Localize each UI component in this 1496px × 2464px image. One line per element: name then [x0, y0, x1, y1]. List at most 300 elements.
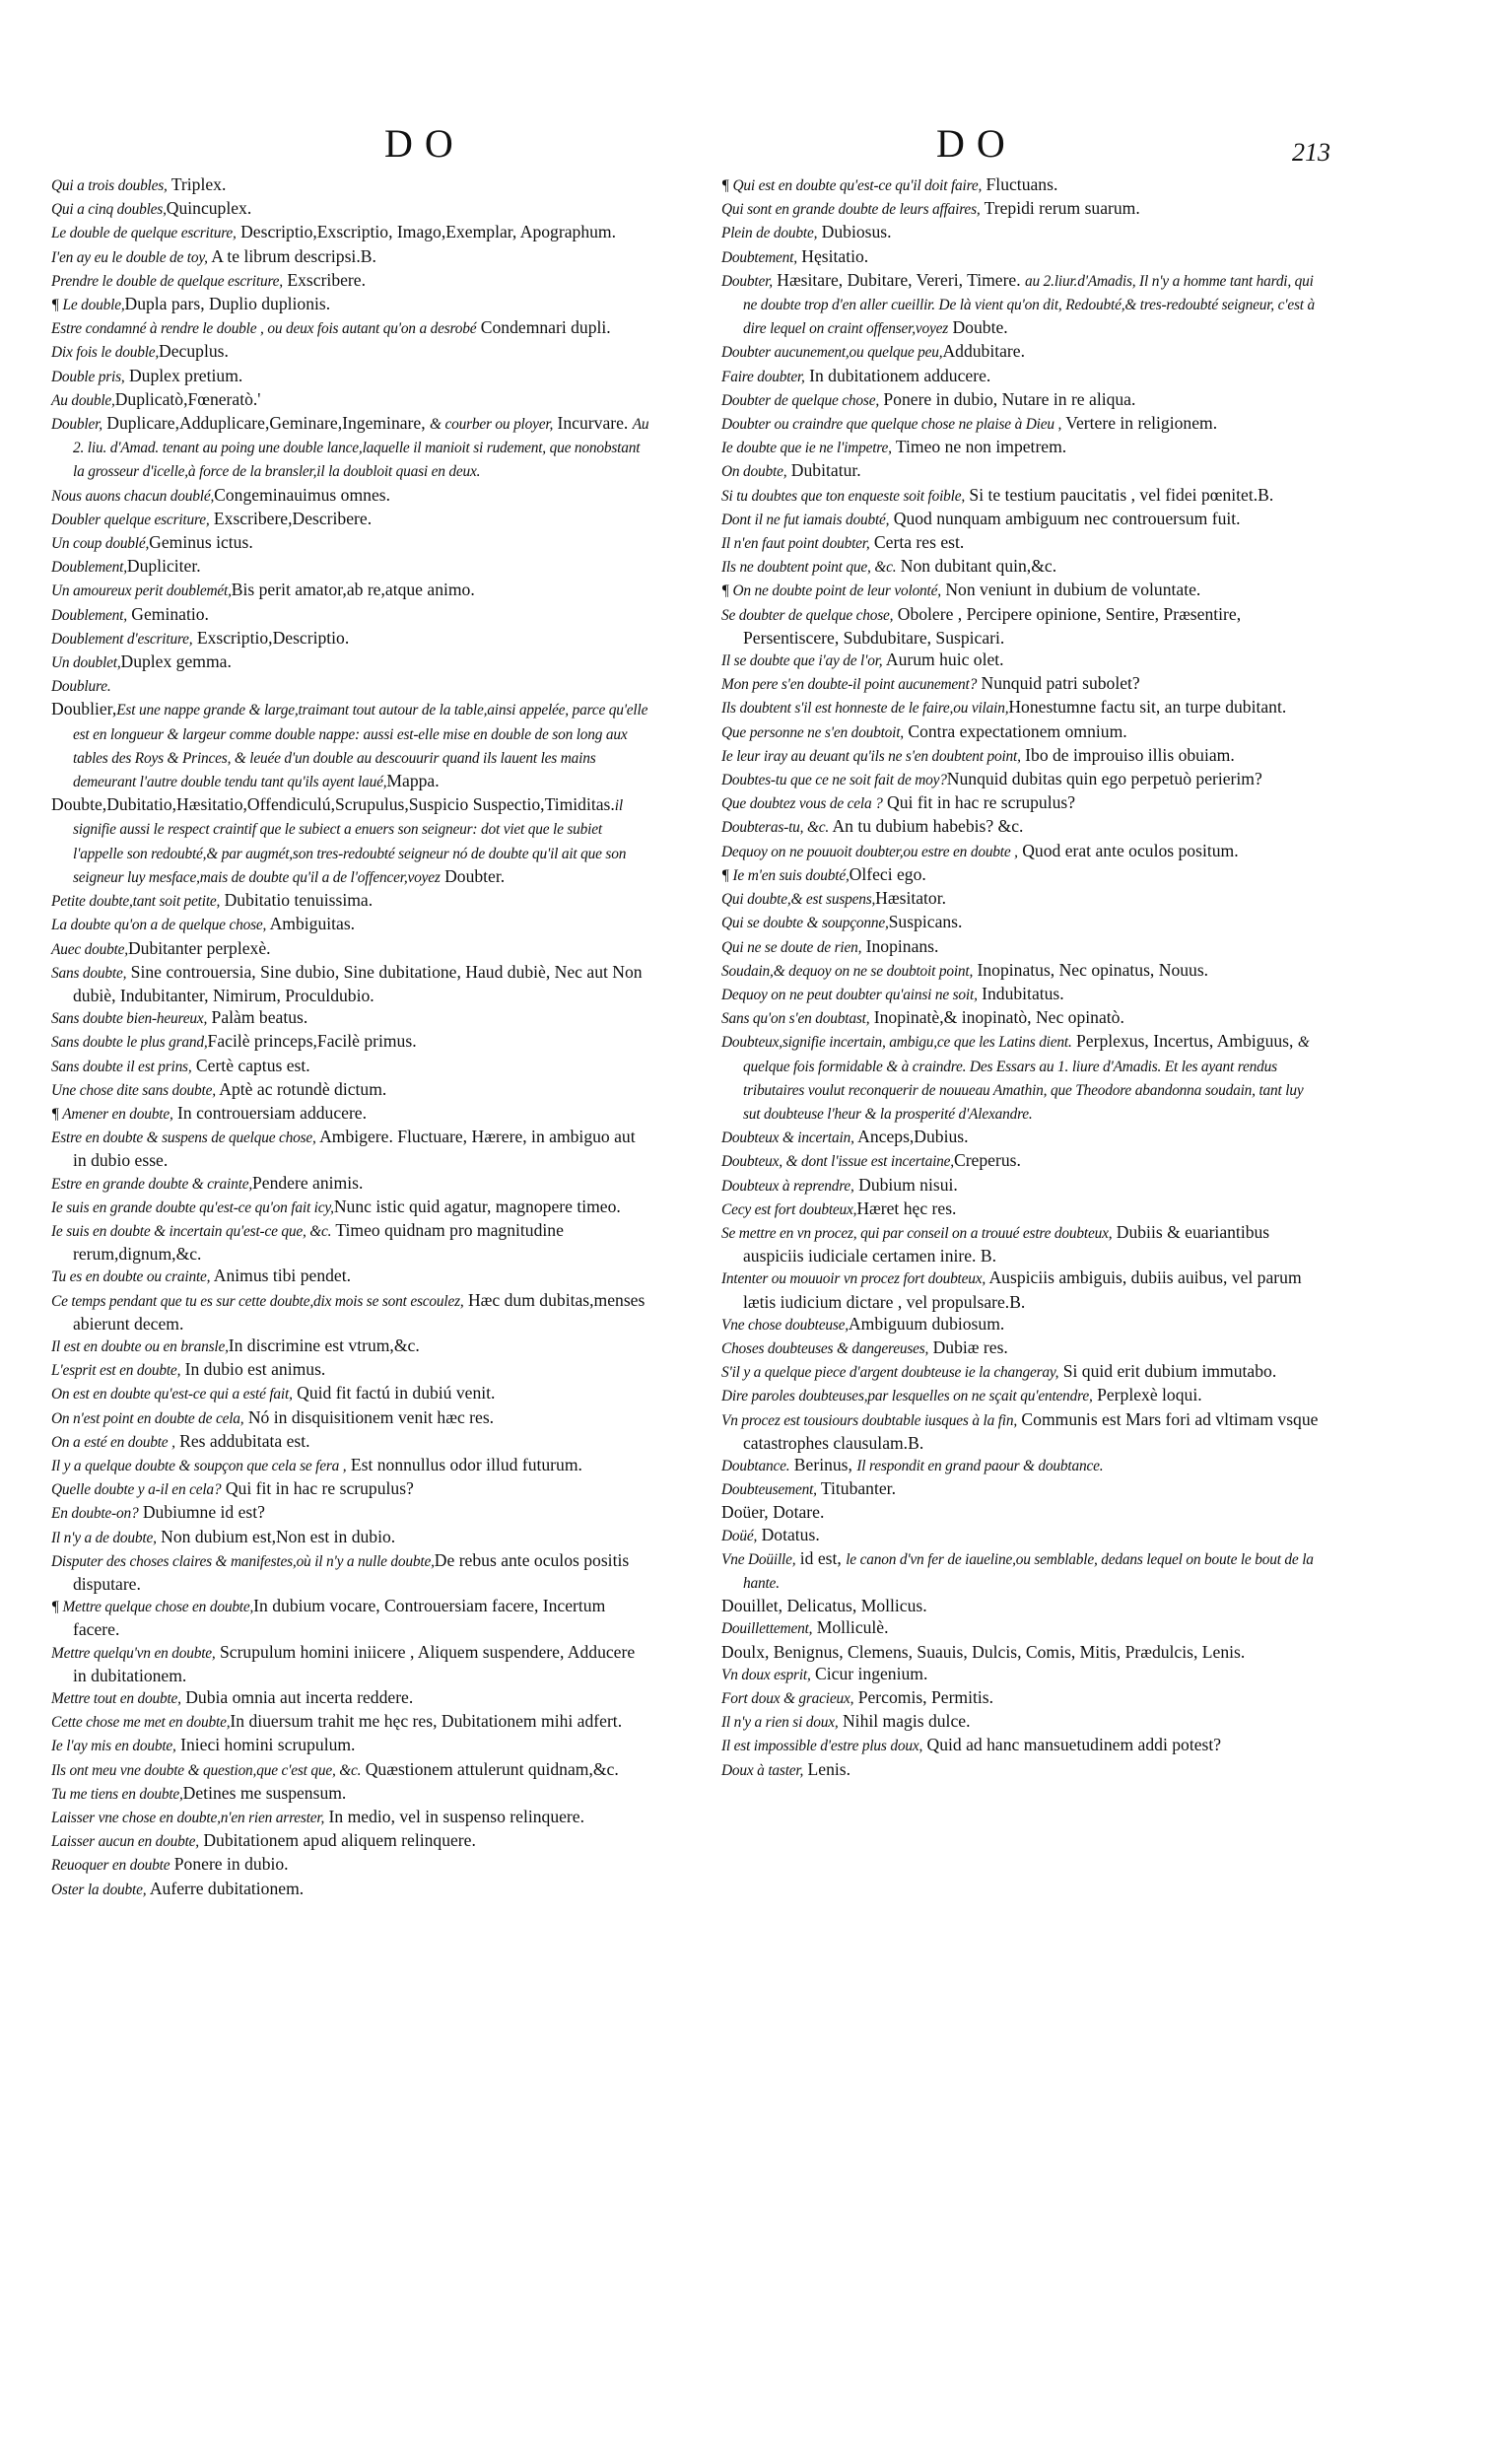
french-phrase: Sans doubte, [51, 964, 127, 982]
latin-gloss: Dubiumne id est? [138, 1502, 265, 1523]
french-phrase: Doubter ou craindre que quelque chose ne plaise à Dieu , [721, 416, 1062, 434]
latin-gloss: Addubitare. [942, 341, 1025, 362]
french-phrase: Doux à taster, [721, 1761, 804, 1779]
french-phrase: Que doubtez vous de cela ? [721, 795, 883, 813]
latin-gloss: Vertere in religionem. [1061, 413, 1218, 434]
dictionary-entry [721, 1641, 1323, 1663]
dictionary-entry [51, 173, 652, 197]
french-phrase: Mon pere s'en doubte-il point aucunement? [721, 676, 978, 694]
latin-gloss: Descriptio,Exscriptio, Imago,Exemplar, Apographum. [236, 222, 616, 242]
french-phrase: Soudain,& dequoy on ne se doubtoit point, [721, 962, 974, 980]
french-phrase: ¶ Amener en doubte, [51, 1105, 173, 1123]
dictionary-entry [721, 1547, 1323, 1595]
french-phrase: Il se doubte que i'ay de l'or, [721, 652, 883, 670]
latin-gloss: Dupliciter. [126, 556, 201, 577]
latin-gloss: Quincuplex. [166, 198, 252, 219]
french-phrase: Un coup doublé, [51, 535, 150, 553]
dictionary-entry [51, 197, 652, 221]
dictionary-entry [51, 1078, 652, 1102]
french-phrase: Ils doubtent s'il est honneste de le faire,ou vilain, [721, 700, 1009, 718]
french-phrase: Faire doubter, [721, 368, 805, 385]
french-phrase: Au double, [51, 391, 115, 409]
french-phrase: le canon d'vn fer de iaueline,ou semblable, dedans lequel on boute le bout de la hante. [743, 1550, 1314, 1592]
french-phrase: Doublure. [51, 678, 111, 696]
latin-gloss: Quid fit factú in dubiú venit. [292, 1383, 496, 1403]
latin-gloss: Suspicans. [888, 912, 963, 932]
french-phrase: On a esté en doubte , [51, 1433, 175, 1451]
dictionary-entry [721, 245, 1323, 269]
french-phrase: Qui a cinq doubles, [51, 201, 167, 219]
french-phrase: ¶ Mettre quelque chose en doubte, [51, 1599, 254, 1616]
latin-gloss: In discrimine est vtrum,&c. [228, 1335, 420, 1355]
latin-gloss: Anceps,Dubius. [853, 1127, 969, 1147]
dictionary-entry [51, 555, 652, 579]
french-phrase: On est en doubte qu'est-ce qui a esté fait, [51, 1386, 293, 1403]
dictionary-entry [51, 1289, 652, 1335]
dictionary-entry [51, 1030, 652, 1054]
french-phrase: Tu es en doubte ou crainte, [51, 1268, 211, 1286]
latin-gloss: Doublier, [51, 699, 117, 719]
latin-gloss: Dotare. [768, 1502, 825, 1523]
dictionary-entry [51, 1710, 652, 1734]
latin-gloss: Duplex pretium. [124, 365, 243, 385]
dictionary-entry [51, 1853, 652, 1877]
french-phrase: ¶ On ne doubte point de leur volonté, [721, 582, 941, 600]
latin-gloss: Perplexè loqui. [1092, 1385, 1202, 1405]
latin-gloss: Geminatio. [126, 603, 209, 624]
latin-gloss: In dubio est animus. [180, 1359, 326, 1380]
french-phrase: Quelle doubte y a-il en cela? [51, 1481, 222, 1499]
french-phrase: Ie suis en grande doubte qu'est-ce qu'on fait icy, [51, 1198, 334, 1216]
latin-gloss: Qui fit in hac re scrupulus? [882, 792, 1076, 813]
dictionary-entry [51, 1172, 652, 1196]
french-phrase: Qui a trois doubles, [51, 177, 168, 194]
dictionary-entry [51, 1055, 652, 1078]
latin-gloss: Ambiguitas. [266, 914, 356, 934]
french-phrase: Qui se doubte & soupçonne, [721, 915, 889, 932]
dictionary-entry [51, 1782, 652, 1806]
french-phrase: Disputer des choses claires & manifestes,où il n'y a nulle doubte, [51, 1552, 435, 1570]
dictionary-entry [721, 1174, 1323, 1198]
french-phrase: & quelque fois formidable & à craindre. Des Essars au 1. liure d'Amadis. Et les ayant rendus tributaires voulut reconquerir de nouueau Amathin, que Theodore abandonna soudain, tant luy sut doubteuse l'heur & la prosperité d'Alexandre. [743, 1034, 1310, 1123]
french-phrase: Doubteras-tu, &c. [721, 819, 830, 837]
latin-gloss: Si quid erit dubium immutabo. [1058, 1361, 1277, 1382]
latin-gloss: Si te testium paucitatis , vel fidei pœnitet.B. [965, 484, 1274, 505]
latin-gloss: Aptè ac rotundè dictum. [215, 1078, 387, 1099]
latin-gloss: Nihil magis dulce. [838, 1711, 971, 1732]
french-phrase: Que personne ne s'en doubtoit, [721, 723, 904, 741]
dictionary-entry [51, 1454, 652, 1477]
french-phrase: S'il y a quelque piece d'argent doubteuse ie la changeray, [721, 1364, 1059, 1382]
dictionary-entry [721, 1734, 1323, 1757]
french-phrase: Sans qu'on s'en doubtast, [721, 1010, 870, 1028]
latin-gloss: Duplicare,Adduplicare,Geminare,Ingeminare, [102, 413, 431, 434]
french-phrase: Vne Doüille, [721, 1550, 796, 1568]
latin-gloss: Dubium nisui. [853, 1174, 958, 1195]
latin-gloss: In dubium vocare, Controuersiam facere, Incertum facere. [73, 1596, 606, 1640]
latin-gloss: Quod nunquam ambiguum nec controuersum fuit. [889, 508, 1241, 528]
french-phrase: Il y a quelque doubte & soupçon que cela se fera , [51, 1457, 347, 1474]
french-phrase: Doubteux à reprendre, [721, 1177, 854, 1195]
french-phrase: Doubteux, & dont l'issue est incertaine, [721, 1153, 954, 1171]
dictionary-entry [51, 1734, 652, 1757]
dictionary-entry [721, 603, 1323, 649]
french-phrase: Doubteux & incertain, [721, 1129, 854, 1147]
dictionary-entry [51, 1477, 652, 1501]
latin-gloss: Indubitatus. [977, 983, 1064, 1003]
french-phrase: Doubler, [51, 416, 102, 434]
latin-gloss: Dubiæ res. [928, 1336, 1008, 1357]
french-phrase: Mettre quelqu'vn en doubte, [51, 1644, 216, 1662]
french-phrase: Doubtes-tu que ce ne soit fait de moy? [721, 772, 947, 789]
french-phrase: Doubter aucunement,ou quelque peu, [721, 344, 943, 362]
dictionary-entry [51, 1806, 652, 1829]
french-phrase: I'en ay eu le double de toy, [51, 248, 208, 266]
latin-gloss: Perplexus, Incertus, Ambiguus, [1071, 1031, 1298, 1052]
dictionary-entry [721, 1360, 1323, 1384]
dictionary-entry [721, 696, 1323, 719]
french-phrase: Il est en doubte ou en bransle, [51, 1337, 229, 1355]
latin-gloss: Nunc istic quid agatur, magnopere timeo. [333, 1196, 621, 1216]
french-phrase: Laisser vne chose en doubte,n'en rien arrester, [51, 1810, 325, 1827]
dictionary-entry [721, 1149, 1323, 1173]
dictionary-entry [721, 269, 1323, 341]
latin-gloss: Auspiciis ambiguis, dubiis auibus, vel parum lætis iudicium dictare , vel propulsare.B. [743, 1267, 1302, 1312]
french-phrase: Dequoy on ne peut doubter qu'ainsi ne soit, [721, 986, 978, 1003]
french-phrase: Se mettre en vn procez, qui par conseil on a trouué estre doubteux, [721, 1224, 1113, 1242]
latin-gloss: Inopinatè,& inopinatò, Nec opinatò. [869, 1007, 1124, 1028]
french-phrase: Il est impossible d'estre plus doux, [721, 1738, 923, 1755]
latin-gloss: Decuplus. [159, 341, 229, 362]
latin-gloss: Nó in disquisitionem venit hæc res. [243, 1406, 495, 1427]
dictionary-entry [51, 1196, 652, 1219]
dictionary-entry [51, 1758, 652, 1782]
french-phrase: Dequoy on ne pouuoit doubter,ou estre en doubte , [721, 843, 1018, 860]
dictionary-entry [51, 1358, 652, 1382]
french-phrase: & courber ou ployer, [430, 416, 554, 434]
latin-gloss: Inopinans. [861, 935, 939, 956]
latin-gloss: Communis est Mars fori ad vltimam vsque catastrophes clausulam.B. [743, 1408, 1319, 1453]
latin-gloss: Detines me suspensum. [182, 1782, 347, 1803]
dictionary-entry [721, 365, 1323, 388]
latin-gloss: Molliculè. [812, 1617, 889, 1638]
latin-gloss: Ibo de improuiso illis obuiam. [1020, 744, 1235, 765]
dictionary-entry [51, 1686, 652, 1710]
latin-gloss: In medio, vel in suspenso relinquere. [324, 1807, 585, 1827]
dictionary-entry [721, 1408, 1323, 1454]
french-phrase: Ils ne doubtent point que, &c. [721, 559, 897, 577]
dictionary-entry [51, 889, 652, 913]
dictionary-entry [51, 412, 652, 484]
dictionary-entry [51, 1641, 652, 1686]
latin-gloss: Timeo ne non impetrem. [891, 437, 1067, 457]
running-head-right: DO [936, 121, 1017, 166]
latin-gloss: Benignus, Clemens, Suauis, Dulcis, Comis, Mitis, Prædulcis, Lenis. [769, 1641, 1246, 1662]
dictionary-entry [51, 1430, 652, 1454]
french-phrase: Doüé, [721, 1527, 758, 1544]
latin-gloss: Hæsitator. [875, 888, 947, 909]
dictionary-entry [721, 983, 1323, 1006]
french-phrase: Nous auons chacun doublé, [51, 487, 215, 505]
dictionary-entry [721, 1686, 1323, 1710]
french-phrase: Ils ont meu vne doubte & question,que c'est que, &c. [51, 1761, 362, 1779]
latin-gloss: Certa res est. [869, 532, 965, 553]
latin-gloss: Titubanter. [816, 1478, 896, 1499]
french-phrase: Doubtance. [721, 1457, 790, 1474]
latin-gloss: Geminus ictus. [149, 532, 253, 553]
latin-gloss: Ponere in dubio. [170, 1854, 289, 1875]
dictionary-entry [51, 1382, 652, 1405]
french-phrase: Est une nappe grande & large,traimant tout autour de la table,ainsi appelée, parce qu'elle est en longueur & largeur comme double nappe: aussi est-elle mise en double de son long aux tables des Roys & Princes, & leuée d'un double au descouurir quand ils lauent les mains demeurant l'autre double tendu tant qu'ils ayent laué, [73, 702, 648, 791]
french-phrase: il signifie aussi le respect craintif que le subiect a enuers son seigneur: dot viet que le subiet l'appelle son redoubté,& par augmét,son tres-redoubté seigneur nó de doubte qu'il ait que son seigneur luy mesface,mais de doubte qu'il a de l'offencer,voyez [73, 797, 627, 886]
dictionary-entry [721, 1524, 1323, 1547]
dictionary-entry [721, 1006, 1323, 1030]
dictionary-entry [721, 412, 1323, 436]
dictionary-entry [51, 365, 652, 388]
latin-gloss: Hæc dum dubitas,menses abierunt decem. [73, 1289, 646, 1334]
latin-gloss: Doulx, [721, 1641, 770, 1662]
french-phrase: Plein de doubte, [721, 225, 818, 242]
dictionary-entry [51, 1501, 652, 1525]
dictionary-entry [51, 293, 652, 316]
latin-gloss: De rebus ante oculos positis disputare. [73, 1549, 630, 1594]
dictionary-entry [51, 531, 652, 555]
dictionary-entry [721, 815, 1323, 839]
dictionary-entry [51, 1549, 652, 1595]
latin-gloss: Facilè princeps,Facilè primus. [207, 1031, 417, 1052]
dictionary-entry [721, 1336, 1323, 1360]
french-phrase: Mettre tout en doubte, [51, 1690, 181, 1707]
latin-gloss: Olfeci ego. [849, 863, 926, 884]
latin-gloss: Percomis, Permitis. [853, 1687, 994, 1707]
french-phrase: Tu me tiens en doubte, [51, 1785, 183, 1803]
french-phrase: Petite doubte,tant soit petite, [51, 893, 221, 911]
french-phrase: Ce temps pendant que tu es sur cette doubte,dix mois se sont escoulez, [51, 1292, 464, 1310]
dictionary-entry [721, 672, 1323, 696]
dictionary-entry [51, 1595, 652, 1640]
latin-gloss: Inopinatus, Nec opinatus, Nouus. [973, 959, 1209, 980]
french-phrase: Cette chose me met en doubte, [51, 1714, 231, 1732]
latin-gloss: Nunquid patri subolet? [977, 673, 1140, 694]
latin-gloss: Quid ad hanc mansuetudinem addi potest? [922, 1735, 1222, 1755]
french-phrase: au 2.liur.d'Amadis, Il n'y a homme tant hardi, qui ne doubte trop d'en aller cueillir. De là vient qu'on dit, Redoubté,& tres-redoubté seigneur, c'est à dire lequel on craint offenser,voyez [743, 272, 1315, 338]
latin-gloss: Obolere , Percipere opinione, Sentire, Præsentire, Persentiscere, Subdubitare, Suspicari. [743, 603, 1242, 648]
latin-gloss: Dubitatur. [786, 460, 861, 481]
french-phrase: On doubte, [721, 463, 787, 481]
dictionary-entry [721, 744, 1323, 768]
latin-gloss: Exscribere,Describere. [209, 508, 373, 528]
latin-gloss: Sine controuersia, Sine dubio, Sine dubitatione, Haud dubiè, Nec aut Non dubiè, Indubitanter, Nimirum, Proculdubio. [73, 961, 643, 1005]
latin-gloss: Trepidi rerum suarum. [980, 198, 1140, 219]
latin-gloss: Quæstionem attulerunt quidnam,&c. [361, 1758, 619, 1779]
latin-gloss: Qui fit in hac re scrupulus? [221, 1478, 414, 1499]
dictionary-entry [721, 1758, 1323, 1782]
french-phrase: ¶ Ie m'en suis doubté, [721, 866, 850, 884]
french-phrase: Double pris, [51, 368, 125, 385]
french-phrase: ¶ Le double, [51, 297, 125, 314]
french-phrase: Cecy est fort doubteux, [721, 1200, 857, 1218]
dictionary-entry [721, 436, 1323, 459]
dictionary-entry [721, 221, 1323, 244]
latin-gloss: Fluctuans. [982, 174, 1058, 194]
french-phrase: Se doubter de quelque chose, [721, 606, 894, 624]
french-phrase: Le double de quelque escriture, [51, 225, 237, 242]
dictionary-entry [721, 1198, 1323, 1221]
dictionary-entry [721, 911, 1323, 934]
dictionary-entry [51, 793, 652, 889]
dictionary-entry [51, 674, 652, 698]
latin-gloss: Palàm beatus. [207, 1007, 308, 1028]
latin-gloss: Douillet, [721, 1596, 783, 1616]
dictionary-entry [721, 531, 1323, 555]
french-phrase: Doublement d'escriture, [51, 630, 193, 648]
french-phrase: Douillettement, [721, 1620, 813, 1638]
latin-gloss: Dubitationem apud aliquem relinquere. [198, 1830, 476, 1851]
dictionary-entry [721, 1384, 1323, 1407]
latin-gloss: Delicatus, Mollicus. [782, 1596, 927, 1616]
dictionary-entry [721, 887, 1323, 911]
dictionary-entry [721, 484, 1323, 508]
dictionary-entry [51, 340, 652, 364]
latin-gloss: Non veniunt in dubium de voluntate. [940, 580, 1201, 600]
dictionary-entry [721, 340, 1323, 364]
french-phrase: Reuoquer en doubte [51, 1857, 170, 1875]
latin-gloss: Dotatus. [757, 1524, 820, 1544]
french-phrase: Il n'y a rien si doux, [721, 1714, 839, 1732]
french-phrase: Estre en grande doubte & crainte, [51, 1175, 252, 1193]
latin-gloss: Bis perit amator,ab re,atque animo. [231, 580, 475, 600]
latin-gloss: Lenis. [803, 1758, 851, 1779]
french-phrase: Doubter de quelque chose, [721, 391, 879, 409]
latin-gloss: Doüer, [721, 1502, 769, 1523]
dictionary-entry [51, 484, 652, 508]
latin-gloss: Condemnari dupli. [476, 317, 611, 338]
dictionary-entry [51, 937, 652, 961]
latin-gloss: In diuersum trahit me hęc res, Dubitationem mihi adfert. [230, 1711, 623, 1732]
latin-gloss: Ambiguum dubiosum. [848, 1313, 1005, 1334]
french-phrase: Vn procez est tousiours doubtable iusques à la fin, [721, 1411, 1018, 1429]
latin-gloss: Est nonnullus odor illud futurum. [346, 1454, 582, 1474]
french-phrase: Vne chose doubteuse, [721, 1316, 849, 1334]
dictionary-entry [51, 579, 652, 602]
latin-gloss: Doubte,Dubitatio,Hæsitatio,Offendiculú,Scrupulus,Suspicio Suspectio,Timiditas. [51, 794, 615, 815]
dictionary-entry [721, 1663, 1323, 1686]
latin-gloss: Quod erat ante oculos positum. [1017, 840, 1239, 860]
dictionary-entry [721, 791, 1323, 815]
latin-gloss: Doubter. [440, 865, 506, 886]
latin-gloss: Cicur ingenium. [810, 1663, 928, 1683]
french-phrase: Intenter ou mouuoir vn procez fort doubteux, [721, 1270, 986, 1288]
latin-gloss: Doubte. [948, 317, 1008, 338]
dictionary-entry [51, 603, 652, 627]
french-phrase: Ie suis en doubte & incertain qu'est-ce que, &c. [51, 1222, 332, 1240]
dictionary-entry [721, 840, 1323, 863]
french-phrase: Estre en doubte & suspens de quelque chose, [51, 1129, 316, 1147]
french-phrase: La doubte qu'on a de quelque chose, [51, 917, 267, 934]
dictionary-entry [51, 1878, 652, 1901]
dictionary-entry [51, 913, 652, 936]
dictionary-entry [51, 961, 652, 1006]
dictionary-entry [721, 508, 1323, 531]
dictionary-entry [51, 1335, 652, 1358]
latin-gloss: Dubia omnia aut incerta reddere. [180, 1687, 414, 1707]
french-phrase: Choses doubteuses & dangereuses, [721, 1339, 929, 1357]
french-phrase: Doubter, [721, 272, 773, 290]
dictionary-entry [721, 1477, 1323, 1501]
page-number: 213 [1292, 138, 1330, 167]
french-phrase: Doubler quelque escriture, [51, 511, 210, 528]
french-phrase: Prendre le double de quelque escriture, [51, 272, 283, 290]
dictionary-entry [721, 173, 1323, 197]
latin-gloss: Aurum huic olet. [882, 650, 1004, 670]
french-phrase: Il respondit en grand paour & doubtance. [856, 1457, 1104, 1474]
french-phrase: Il n'y a de doubte, [51, 1529, 157, 1546]
latin-gloss: Mappa. [386, 771, 440, 791]
dictionary-entry [721, 720, 1323, 744]
dictionary-entry [51, 388, 652, 412]
dictionary-entry [721, 768, 1323, 791]
latin-gloss: Nunquid dubitas quin ego perpetuò perierim? [946, 769, 1262, 789]
dictionary-entry [51, 698, 652, 793]
french-phrase: Doubteusement, [721, 1481, 817, 1499]
dictionary-entry [51, 221, 652, 244]
latin-gloss: Honestumne factu sit, an turpe dubitant. [1008, 697, 1287, 718]
french-phrase: Ie doubte que ie ne l'impetre, [721, 440, 892, 457]
latin-gloss: Ambigere. Fluctuare, Hærere, in ambiguo aut in dubio esse. [73, 1127, 636, 1171]
latin-gloss: Non dubitant quin,&c. [896, 556, 1057, 577]
dictionary-entry [51, 1126, 652, 1171]
dictionary-entry [721, 555, 1323, 579]
latin-gloss: Exscribere. [282, 269, 366, 290]
dictionary-entry [51, 316, 652, 340]
latin-gloss: Contra expectationem omnium. [903, 720, 1127, 741]
dictionary-entry [721, 959, 1323, 983]
dictionary-entry [721, 388, 1323, 412]
french-phrase: Dix fois le double, [51, 344, 160, 362]
latin-gloss: Ponere in dubio, Nutare in re aliqua. [878, 388, 1136, 409]
french-phrase: Qui sont en grande doubte de leurs affaires, [721, 201, 981, 219]
latin-gloss: Inieci homini scrupulum. [175, 1735, 356, 1755]
dictionary-entry [721, 1595, 1323, 1616]
french-phrase: Doubteux,signifie incertain, ambigu,ce que les Latins dient. [721, 1034, 1072, 1052]
french-phrase: Estre condamné à rendre le double , ou deux fois autant qu'on a desrobé [51, 320, 477, 338]
latin-gloss: Duplex gemma. [120, 651, 232, 672]
latin-gloss: An tu dubium habebis? &c. [829, 816, 1024, 837]
french-phrase: Un doublet, [51, 654, 121, 672]
dictionary-entry [721, 459, 1323, 483]
french-phrase: Vn doux esprit, [721, 1666, 811, 1683]
dictionary-entry [721, 1616, 1323, 1640]
french-phrase: Sans doubte le plus grand, [51, 1034, 208, 1052]
french-phrase: Qui ne se doute de rien, [721, 938, 862, 956]
dictionary-entry [721, 579, 1323, 602]
french-phrase: Sans doubte il est prins, [51, 1058, 192, 1075]
dictionary-entry [721, 1221, 1323, 1266]
latin-gloss: Non dubium est,Non est in dubio. [156, 1526, 396, 1546]
latin-gloss: id est, [795, 1547, 847, 1568]
latin-gloss: A te librum descripsi.B. [207, 245, 376, 266]
left-column [51, 173, 652, 1901]
latin-gloss: Dubitanter perplexè. [127, 937, 271, 958]
dictionary-entry [721, 649, 1323, 672]
french-phrase: Ie leur iray au deuant qu'ils ne s'en doubtent point, [721, 747, 1021, 765]
dictionary-entry [51, 245, 652, 269]
latin-gloss: Triplex. [167, 174, 227, 194]
french-phrase: Au 2. liu. d'Amad. tenant au poing une double lance,laquelle il manioit si rudement, que nonobstant la grosseur d'icelle,à force de la bransler,il la doubloit quasi en deux. [73, 416, 649, 481]
dictionary-entry [721, 1030, 1323, 1126]
latin-gloss: Pendere animis. [251, 1172, 364, 1193]
french-phrase: L'esprit est en doubte, [51, 1362, 181, 1380]
